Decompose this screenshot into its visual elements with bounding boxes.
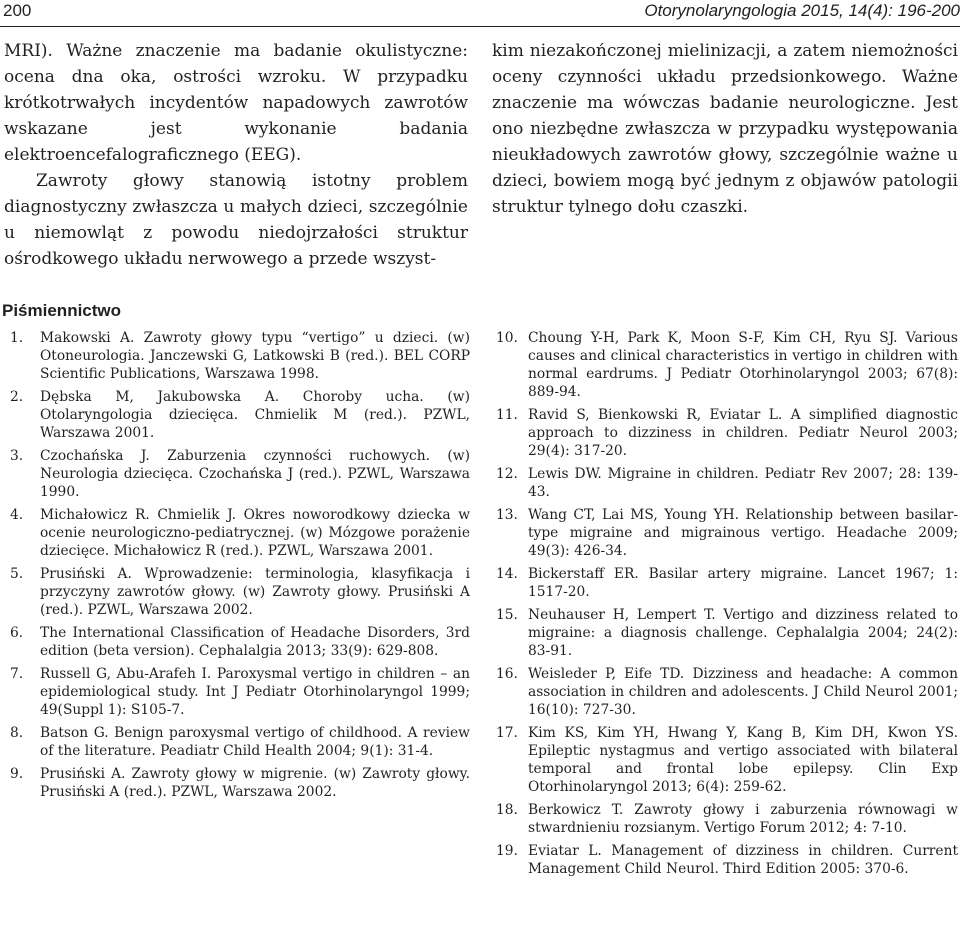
reference-item <box>10 724 470 760</box>
reference-text: Bickerstaff ER. Basilar artery migraine. Lancet 1967; 1: 1517-20. <box>528 566 958 600</box>
reference-item <box>10 506 470 560</box>
reference-item <box>496 465 958 501</box>
reference-list-left <box>10 329 470 806</box>
reference-item <box>496 665 958 719</box>
reference-number: 7. <box>10 666 24 682</box>
reference-item <box>10 329 470 383</box>
reference-text: Dębska M, Jakubowska A. Choroby ucha. (w) Otolaryngologia dziecięca. Chmielik M (red.). PZWL, Warszawa 2001. <box>40 389 470 441</box>
reference-number: 15. <box>496 607 518 623</box>
reference-number: 2. <box>10 389 24 405</box>
reference-number: 5. <box>10 566 24 582</box>
reference-number: 10. <box>496 330 518 346</box>
body-paragraph: Zawroty głowy stanowią istotny problem diagnostyczny zwłaszcza u małych dzieci, szczególnie u niemowląt z powodu niedojrzałości struktur ośrodkowego układu nerwowego a przede wszyst- <box>4 171 468 269</box>
reference-item <box>496 565 958 601</box>
reference-item <box>10 665 470 719</box>
reference-number: 3. <box>10 448 24 464</box>
reference-item <box>10 565 470 619</box>
reference-item <box>10 765 470 801</box>
reference-number: 19. <box>496 843 518 859</box>
reference-number: 4. <box>10 507 24 523</box>
reference-text: Makowski A. Zawroty głowy typu “vertigo” u dzieci. (w) Otoneurologia. Janczewski G, Latkowski B (red.). BEL CORP Scientific Publications, Warszawa 1998. <box>40 330 470 382</box>
reference-text: Lewis DW. Migraine in children. Pediatr Rev 2007; 28: 139-43. <box>528 466 958 500</box>
body-paragraph: kim niezakończonej mielinizacji, a zatem niemożności oceny czynności układu przedsionkowego. Ważne znaczenie ma wówczas badanie neurologiczne. Jest ono niezbędne zwłaszcza w przypadku występowania nieukładowych zawrotów głowy, szczególnie ważne u dzieci, bowiem mogą być jednym z objawów patologii struktur tylnego dołu czaszki. <box>492 41 958 217</box>
reference-text: Batson G. Benign paroxysmal vertigo of childhood. A review of the literature. Peadiatr Child Health 2004; 9(1): 31-4. <box>40 725 470 759</box>
reference-text: The International Classification of Headache Disorders, 3rd edition (beta version). Cephalalgia 2013; 33(9): 629-808. <box>40 625 470 659</box>
reference-text: Czochańska J. Zaburzenia czynności ruchowych. (w) Neurologia dziecięca. Czochańska J (red.). PZWL, Warszawa 1990. <box>40 448 470 500</box>
reference-text: Neuhauser H, Lempert T. Vertigo and dizziness related to migraine: a diagnosis challenge. Cephalalgia 2004; 24(2): 83-91. <box>528 607 958 659</box>
reference-number: 6. <box>10 625 24 641</box>
reference-number: 17. <box>496 725 518 741</box>
reference-text: Eviatar L. Management of dizziness in children. Current Management Child Neurol. Third Edition 2005: 370-6. <box>528 843 958 877</box>
reference-number: 12. <box>496 466 518 482</box>
reference-item <box>496 724 958 796</box>
reference-number: 1. <box>10 330 24 346</box>
reference-item <box>496 329 958 401</box>
body-column-right <box>492 38 958 220</box>
reference-item <box>10 447 470 501</box>
reference-list-right <box>496 329 958 883</box>
reference-number: 16. <box>496 666 518 682</box>
reference-number: 8. <box>10 725 24 741</box>
reference-number: 9. <box>10 766 24 782</box>
body-column-left <box>4 38 468 272</box>
reference-number: 14. <box>496 566 518 582</box>
reference-text: Berkowicz T. Zawroty głowy i zaburzenia równowagi w stwardnieniu rozsianym. Vertigo Forum 2012; 4: 7-10. <box>528 802 958 836</box>
header-rule <box>0 26 960 27</box>
reference-item <box>10 388 470 442</box>
reference-number: 13. <box>496 507 518 523</box>
body-paragraph: MRI). Ważne znaczenie ma badanie okulistyczne: ocena dna oka, ostrości wzroku. W przypadku krótkotrwałych incydentów napadowych zawrotów wskazane jest wykonanie badania elektroencefalograficznego (EEG). <box>4 41 468 165</box>
reference-item <box>496 801 958 837</box>
reference-text: Kim KS, Kim YH, Hwang Y, Kang B, Kim DH, Kwon YS. Epileptic nystagmus and vertigo associated with bilateral temporal and frontal lobe epilepsy. Clin Exp Otorhinolaryngol 2013; 6(4): 259-62. <box>528 725 958 795</box>
reference-text: Weisleder P, Eife TD. Dizziness and headache: A common association in children and adolescents. J Child Neurol 2001; 16(10): 727-30. <box>528 666 958 718</box>
reference-item <box>496 842 958 878</box>
reference-number: 11. <box>496 407 518 423</box>
reference-text: Prusiński A. Wprowadzenie: terminologia, klasyfikacja i przyczyny zawrotów głowy. (w) Zawroty głowy. Prusiński A (red.). PZWL, Warszawa 2002. <box>40 566 470 618</box>
reference-text: Prusiński A. Zawroty głowy w migrenie. (w) Zawroty głowy. Prusiński A (red.). PZWL, Warszawa 2002. <box>40 766 470 800</box>
page-header <box>0 0 960 22</box>
references-heading: Piśmiennictwo <box>2 301 122 320</box>
reference-text: Ravid S, Bienkowski R, Eviatar L. A simplified diagnostic approach to dizziness in children. Pediatr Neurol 2003; 29(4): 317-20. <box>528 407 958 459</box>
reference-text: Russell G, Abu-Arafeh I. Paroxysmal vertigo in children – an epidemiological study. Int J Pediatr Otorhinolaryngol 1999; 49(Suppl 1): S105-7. <box>40 666 470 718</box>
reference-number: 18. <box>496 802 518 818</box>
reference-text: Michałowicz R. Chmielik J. Okres noworodkowy dziecka w ocenie neurologiczno-pediatrycznej. (w) Mózgowe porażenie dziecięce. Michałowicz R (red.). PZWL, Warszawa 2001. <box>40 507 470 559</box>
reference-item <box>10 624 470 660</box>
reference-item <box>496 506 958 560</box>
reference-item <box>496 406 958 460</box>
page-number: 200 <box>3 1 32 20</box>
journal-citation: Otorynolaryngologia 2015, 14(4): 196-200 <box>644 1 960 20</box>
reference-text: Choung Y-H, Park K, Moon S-F, Kim CH, Ryu SJ. Various causes and clinical characteristics in vertigo in children with normal eardrums. J Pediatr Otorhinolaryngol 2003; 67(8): 889-94. <box>528 330 958 400</box>
reference-text: Wang CT, Lai MS, Young YH. Relationship between basilar-type migraine and migrainous vertigo. Headache 2009; 49(3): 426-34. <box>528 507 958 559</box>
reference-item <box>496 606 958 660</box>
